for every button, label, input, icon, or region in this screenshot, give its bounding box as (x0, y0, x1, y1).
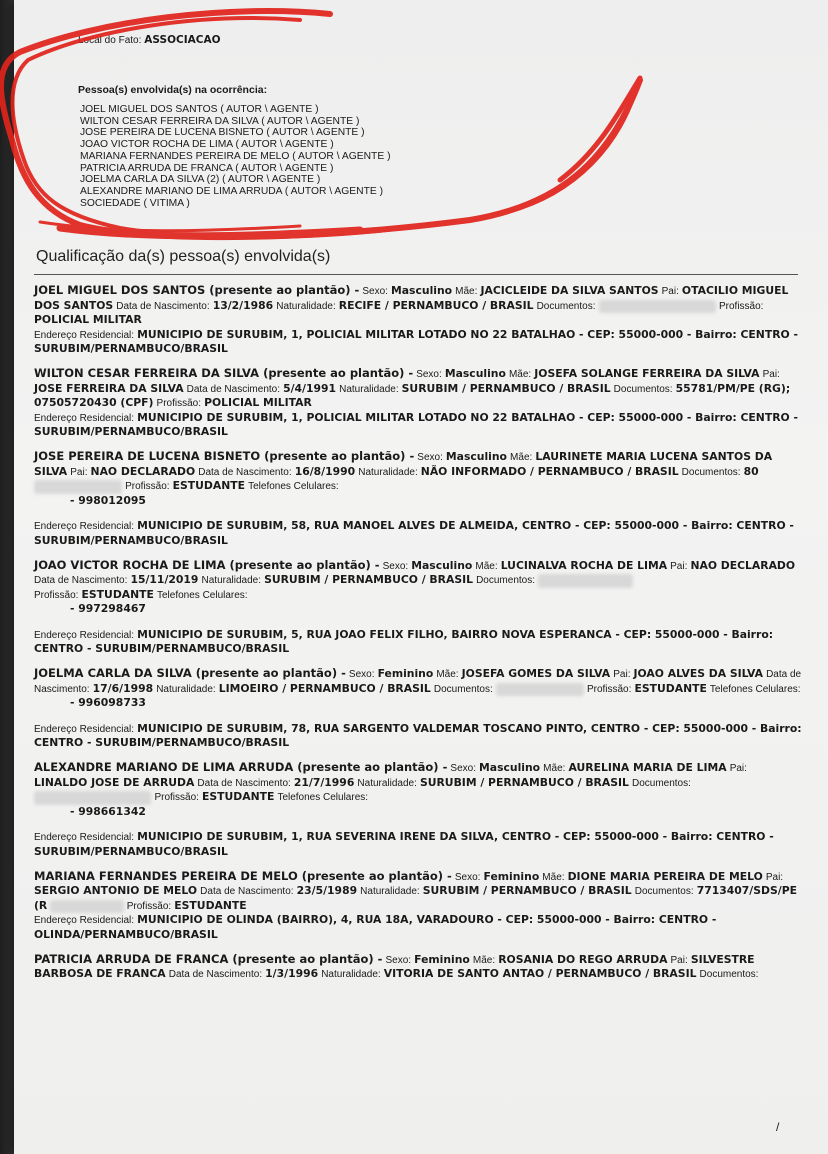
person-name: PATRICIA ARRUDA DE FRANCA (presente ao plantão) - (34, 951, 383, 966)
endereco-label: Endereço Residencial: (34, 723, 135, 735)
nascimento-value: 13/2/1986 (212, 298, 274, 312)
mae-value: JOSEFA SOLANGE FERREIRA DA SILVA (534, 366, 760, 380)
pessoa-item: ALEXANDRE MARIANO DE LIMA ARRUDA ( AUTOR \ AGENTE ) (80, 185, 384, 197)
nascimento-value: 21/7/1996 (293, 775, 355, 789)
endereco-value: MUNICIPIO DE SURUBIM, 78, RUA SARGENTO VALDEMAR TOSCANO PINTO, CENTRO - CEP: 55000-000 - Bairro: CENTRO - SURUBIM/PERNAMBUCO/BRASIL (34, 721, 802, 750)
local-value: ASSOCIACAO (144, 34, 221, 46)
mae-label: Mãe: (542, 871, 565, 883)
person-record (34, 667, 802, 751)
redacted-block (34, 480, 122, 494)
naturalidade-value: SURUBIM / PERNAMBUCO / BRASIL (419, 775, 629, 789)
endereco-label: Endereço Residencial: (34, 832, 135, 844)
mae-label: Mãe: (475, 560, 498, 572)
profissao-value: POLICIAL MILITAR (34, 313, 142, 327)
telefones-label: Telefones Celulares: (248, 481, 339, 493)
mae-value: DIONE MARIA PEREIRA DE MELO (567, 869, 763, 883)
pessoa-item: MARIANA FERNANDES PEREIRA DE MELO ( AUTOR \ AGENTE ) (80, 150, 391, 162)
redacted-block (50, 900, 123, 914)
pessoa-item: JOELMA CARLA DA SILVA (2) ( AUTOR \ AGENTE ) (80, 174, 321, 186)
pai-value: JOAO ALVES DA SILVA (633, 667, 763, 681)
mae-label: Mãe: (510, 451, 533, 463)
pessoa-item: SOCIEDADE ( VITIMA ) (80, 197, 190, 209)
section-divider (34, 274, 798, 275)
address-block (34, 722, 802, 751)
pai-value: SILVESTRE BARBOSA DE FRANCA (34, 952, 755, 981)
nascimento-label: Data de Nascimento: (116, 300, 210, 312)
person-record (34, 870, 802, 943)
nascimento-label: Data de Nascimento: (197, 777, 291, 789)
mae-value: ROSANIA DO REGO ARRUDA (498, 952, 668, 966)
person-name: JOEL MIGUEL DOS SANTOS (presente ao plantão) - (34, 283, 360, 297)
naturalidade-label: Naturalidade: (358, 466, 418, 478)
pai-label: Pai: (729, 763, 747, 775)
endereco-label: Endereço Residencial: (34, 915, 135, 927)
pessoas-title: Pessoa(s) envolvida(s) na ocorrência: (78, 84, 268, 96)
person-name: JOAO VICTOR ROCHA DE LIMA (presente ao plantão) - (34, 557, 380, 572)
local-label: Local do Fato: (78, 35, 142, 46)
profissao-label: Profissão: (126, 900, 172, 912)
mae-label: Mãe: (543, 763, 566, 775)
profissao-value: ESTUDANTE (81, 587, 154, 601)
naturalidade-label: Naturalidade: (357, 777, 417, 789)
naturalidade-value: LIMOEIRO / PERNAMBUCO / BRASIL (218, 681, 431, 695)
local-do-fato (78, 34, 221, 46)
pessoa-item: JOAO VICTOR ROCHA DE LIMA ( AUTOR \ AGENTE ) (80, 139, 334, 151)
profissao-value: ESTUDANTE (174, 898, 247, 912)
documentos-label: Documentos: (536, 300, 596, 312)
telefone-value: - 997298467 (70, 602, 146, 616)
address-block (34, 519, 802, 548)
endereco-label: Endereço Residencial: (34, 329, 135, 341)
mae-value: LAURINETE MARIA LUCENA SANTOS DA SILVA (34, 449, 773, 478)
nascimento-value: 5/4/1991 (283, 381, 337, 395)
naturalidade-value: NÃO INFORMADO / PERNAMBUCO / BRASIL (420, 464, 679, 478)
pai-label: Pai: (670, 560, 688, 572)
sexo-label: Sexo: (362, 286, 388, 297)
documentos-label: Documentos: (699, 969, 759, 981)
mae-label: Mãe: (455, 286, 478, 297)
mae-value: JACICLEIDE DA SILVA SANTOS (480, 284, 659, 297)
documentos-label: Documentos: (631, 777, 691, 789)
section-title: Qualificação da(s) pessoa(s) envolvida(s) (36, 248, 331, 265)
profissao-value: ESTUDANTE (201, 790, 275, 804)
nascimento-value: 16/8/1990 (294, 464, 356, 478)
sexo-label: Sexo: (348, 669, 375, 681)
sexo-label: Sexo: (385, 954, 412, 966)
pessoa-item: JOEL MIGUEL DOS SANTOS ( AUTOR \ AGENTE ) (80, 104, 319, 115)
pai-value: SERGIO ANTONIO DE MELO (34, 884, 198, 898)
sexo-value: Masculino (445, 449, 507, 463)
person-record (34, 367, 802, 440)
documentos-label: Documentos: (634, 886, 694, 898)
nascimento-label: Data de Nascimento: (200, 886, 294, 898)
pai-label: Pai: (70, 466, 88, 478)
sexo-value: Masculino (479, 761, 541, 775)
pessoas-list (80, 104, 391, 209)
naturalidade-value: SURUBIM / PERNAMBUCO / BRASIL (422, 884, 632, 898)
documentos-label: Documentos: (681, 466, 741, 478)
pai-value: OTACILIO MIGUEL DOS SANTOS (34, 284, 789, 312)
profissao-label: Profissão: (154, 792, 199, 804)
pai-label: Pai: (765, 871, 784, 883)
pai-value: NAO DECLARADO (90, 464, 196, 478)
endereco-value: MUNICIPIO DE SURUBIM, 1, POLICIAL MILITAR LOTADO NO 22 BATALHAO - CEP: 55000-000 - Bairro: CENTRO - SURUBIM/PERNAMBUCO/BRASIL (34, 410, 798, 439)
telefone-value: - 998661342 (70, 804, 146, 818)
documentos-value: 7713407/SDS/PE (R (34, 884, 797, 912)
endereco-value: MUNICIPIO DE SURUBIM, 1, RUA SEVERINA IRENE DA SILVA, CENTRO - CEP: 55000-000 - Bairro: CENTRO - SURUBIM/PERNAMBUCO/BRASIL (34, 830, 774, 858)
profissao-label: Profissão: (719, 300, 764, 312)
person-name: MARIANA FERNANDES PEREIRA DE MELO (presente ao plantão) - (34, 868, 452, 883)
nascimento-label: Data de Nascimento: (168, 969, 263, 981)
endereco-label: Endereço Residencial: (34, 412, 135, 424)
sexo-label: Sexo: (450, 763, 476, 775)
pessoa-item: PATRICIA ARRUDA DE FRANCA ( AUTOR \ AGENTE ) (80, 162, 334, 174)
address-block (34, 830, 802, 859)
profissao-value: ESTUDANTE (634, 681, 707, 695)
documentos-label: Documentos: (613, 383, 673, 395)
endereco-value: MUNICIPIO DE SURUBIM, 1, POLICIAL MILITAR LOTADO NO 22 BATALHAO - CEP: 55000-000 - Bairro: CENTRO - SURUBIM/PERNAMBUCO/BRASIL (34, 327, 798, 356)
redacted-block (599, 300, 716, 314)
person-name: JOELMA CARLA DA SILVA (presente ao plantão) - (34, 666, 346, 681)
mae-value: AURELINA MARIA DE LIMA (568, 761, 727, 775)
pai-label: Pai: (613, 669, 631, 681)
person-record (34, 284, 802, 357)
pessoa-item: JOSE PEREIRA DE LUCENA BISNETO ( AUTOR \ AGENTE ) (80, 127, 365, 139)
page-mark: / (776, 1120, 780, 1134)
nascimento-label: Data de Nascimento: (198, 466, 292, 478)
person-record (34, 559, 802, 658)
naturalidade-value: VITORIA DE SANTO ANTAO / PERNAMBUCO / BRASIL (383, 967, 697, 981)
redacted-block (34, 791, 151, 805)
naturalidade-label: Naturalidade: (276, 300, 336, 312)
sexo-label: Sexo: (454, 871, 481, 883)
mae-label: Mãe: (436, 669, 459, 681)
naturalidade-label: Naturalidade: (321, 969, 381, 981)
pessoa-item: WILTON CESAR FERREIRA DA SILVA ( AUTOR \ AGENTE ) (80, 115, 360, 127)
profissao-value: POLICIAL MILITAR (204, 396, 312, 410)
mae-value: LUCINALVA ROCHA DE LIMA (500, 558, 668, 572)
naturalidade-value: RECIFE / PERNAMBUCO / BRASIL (338, 298, 534, 312)
pai-value: JOSE FERREIRA DA SILVA (34, 381, 184, 395)
telefone-value: - 998012095 (70, 493, 146, 507)
mae-label: Mãe: (508, 368, 532, 380)
mae-label: Mãe: (472, 954, 496, 966)
profissao-label: Profissão: (586, 683, 632, 695)
person-record (34, 450, 802, 549)
endereco-value: MUNICIPIO DE OLINDA (BAIRRO), 4, RUA 18A, VARADOURO - CEP: 55000-000 - Bairro: CENTRO - OLINDA/PERNAMBUCO/BRASIL (34, 913, 717, 941)
sexo-label: Sexo: (382, 560, 409, 572)
nascimento-label: Data de Nascimento: (186, 383, 281, 395)
telefones-label: Telefones Celulares: (156, 589, 248, 601)
nascimento-value: 15/11/2019 (130, 573, 199, 587)
profissao-value: ESTUDANTE (172, 479, 246, 493)
sexo-value: Feminino (483, 869, 540, 883)
persons-list (34, 284, 802, 992)
documentos-label: Documentos: (476, 575, 535, 587)
mae-value: JOSEFA GOMES DA SILVA (461, 667, 611, 681)
endereco-value: MUNICIPIO DE SURUBIM, 58, RUA MANOEL ALVES DE ALMEIDA, CENTRO - CEP: 55000-000 - Bairro: CENTRO - SURUBIM/PERNAMBUCO/BRASIL (34, 519, 794, 547)
redacted-block (538, 574, 633, 588)
endereco-label: Endereço Residencial: (34, 521, 135, 533)
profissao-label: Profissão: (34, 589, 79, 601)
sexo-value: Feminino (414, 952, 470, 966)
naturalidade-label: Naturalidade: (201, 575, 261, 587)
pai-label: Pai: (670, 954, 688, 966)
profissao-label: Profissão: (125, 481, 170, 493)
redacted-block (496, 683, 584, 697)
sexo-value: Masculino (444, 366, 506, 380)
person-record (34, 761, 802, 860)
person-record (34, 953, 802, 982)
endereco-value: MUNICIPIO DE SURUBIM, 5, RUA JOAO FELIX FILHO, BAIRRO NOVA ESPERANCA - CEP: 55000-000 - Bairro: CENTRO - SURUBIM/PERNAMBUCO/BRASIL (34, 627, 774, 656)
sexo-value: Feminino (377, 667, 434, 681)
naturalidade-value: SURUBIM / PERNAMBUCO / BRASIL (264, 573, 474, 587)
sexo-value: Masculino (391, 284, 453, 297)
telefone-value: - 996098733 (70, 696, 146, 710)
person-name: ALEXANDRE MARIANO DE LIMA ARRUDA (presente ao plantão) - (34, 760, 448, 775)
pai-value: NAO DECLARADO (690, 558, 796, 572)
naturalidade-value: SURUBIM / PERNAMBUCO / BRASIL (401, 381, 611, 395)
telefones-label: Telefones Celulares: (709, 683, 801, 695)
documentos-value: 55781/PM/PE (RG); 07505720430 (CPF) (34, 381, 791, 410)
telefones-label: Telefones Celulares: (277, 792, 369, 804)
address-block (34, 628, 802, 657)
profissao-label: Profissão: (156, 398, 202, 410)
pai-label: Pai: (762, 368, 780, 380)
pai-value: LINALDO JOSE DE ARRUDA (34, 775, 195, 789)
naturalidade-label: Naturalidade: (156, 683, 216, 695)
naturalidade-label: Naturalidade: (360, 886, 420, 898)
sexo-label: Sexo: (416, 368, 442, 380)
nascimento-value: 1/3/1996 (265, 967, 319, 981)
endereco-label: Endereço Residencial: (34, 629, 135, 641)
nascimento-value: 17/6/1998 (92, 681, 154, 695)
nascimento-value: 23/5/1989 (296, 884, 358, 898)
nascimento-label: Data de Nascimento: (34, 575, 128, 587)
documentos-label: Documentos: (433, 683, 493, 695)
naturalidade-label: Naturalidade: (339, 383, 399, 395)
sexo-value: Masculino (411, 558, 473, 572)
nascimento-label: Data de Nascimento: (34, 669, 802, 695)
documentos-value: 80 (743, 464, 759, 478)
person-name: WILTON CESAR FERREIRA DA SILVA (presente ao plantão) - (34, 365, 414, 380)
person-name: JOSE PEREIRA DE LUCENA BISNETO (presente ao plantão) - (34, 448, 415, 463)
sexo-label: Sexo: (417, 451, 443, 463)
pai-label: Pai: (661, 286, 679, 297)
